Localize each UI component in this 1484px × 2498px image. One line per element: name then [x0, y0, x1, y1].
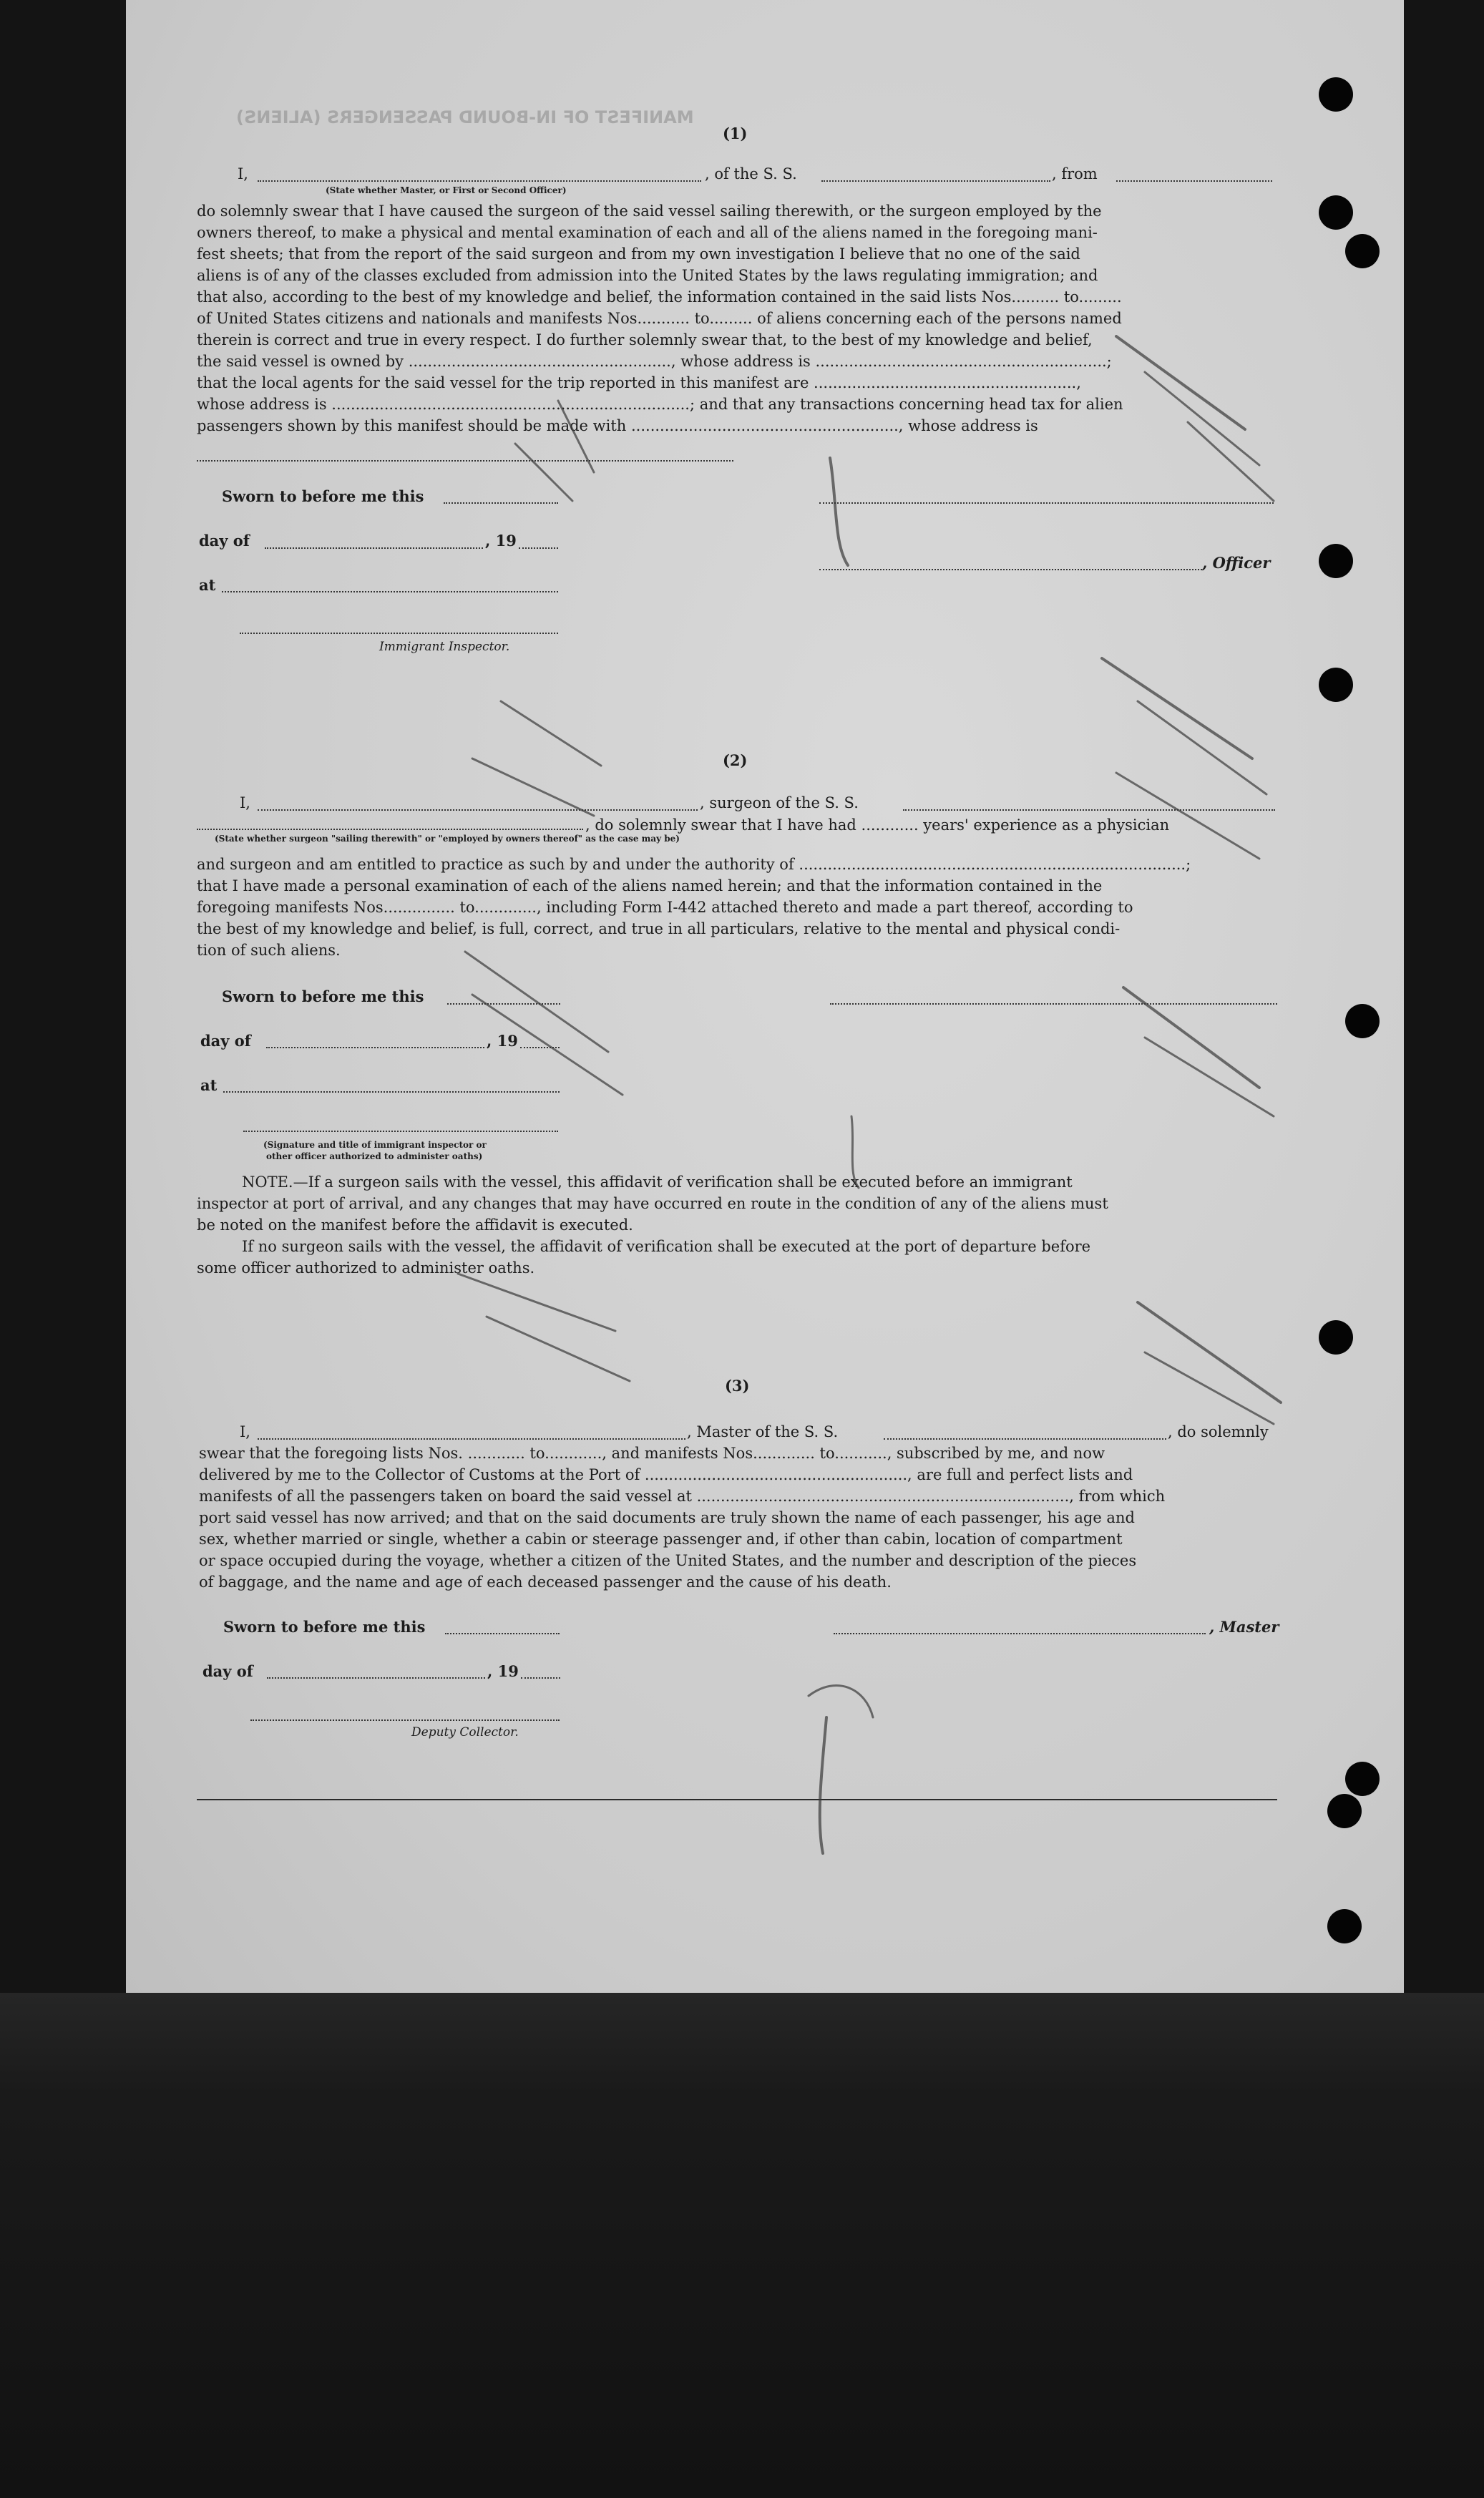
s3-sworn-label: Sworn to before me this: [223, 1618, 426, 1636]
s1-at-label: at: [199, 576, 216, 594]
s2-note-line: If no surgeon sails with the vessel, the affidavit of verification shall be executed at the port of departure before: [242, 1238, 1091, 1255]
s3-master-of-label: , Master of the S. S.: [687, 1423, 839, 1440]
s3-deputy-label: Deputy Collector.: [411, 1725, 519, 1740]
s3-para-line: port said vessel has now arrived; and that on the said documents are truly shown the name of each passenger, his age and: [199, 1509, 1135, 1526]
s1-para-line: the said vessel is owned by ......................................................., whose address is .............................................................;: [197, 353, 1112, 370]
s1-year-label: , 19: [485, 532, 517, 550]
s2-para-line: tion of such aliens.: [197, 942, 341, 959]
s1-sworn-label: Sworn to before me this: [222, 487, 424, 505]
s1-para-line: whose address is ...........................................................................; and that any transactions concerning head tax for alien: [197, 396, 1123, 413]
s3-para-line: swear that the foregoing lists Nos. ............ to............, and manifests Nos............. to..........., subscribed by me, and now: [199, 1445, 1105, 1462]
s1-i-label: I,: [238, 165, 248, 182]
s1-para-line: passengers shown by this manifest should be made with ........................................................, whose address is: [197, 417, 1038, 434]
s2-at-label: at: [200, 1076, 218, 1094]
s3-para-line: of baggage, and the name and age of each deceased passenger and the cause of his death.: [199, 1574, 892, 1591]
s2-para-line: foregoing manifests Nos............... to............., including Form I-442 attached thereto and made a part thereof, according to: [197, 899, 1133, 916]
s1-para-line: that also, according to the best of my knowledge and belief, the information contained in the said lists Nos.......... to.........: [197, 288, 1122, 306]
s3-do-solemnly-label: , do solemnly: [1168, 1423, 1269, 1440]
s2-line2: , do solemnly swear that I have had ............ years' experience as a physician: [585, 816, 1170, 834]
s3-para-line: sex, whether married or single, whether a cabin or steerage passenger and, if other than cabin, location of compartment: [199, 1531, 1123, 1548]
s1-para-line: fest sheets; that from the report of the said surgeon and from my own investigation I believe that no one of the said: [197, 245, 1080, 263]
s1-day-label: day of: [199, 532, 250, 550]
s1-from-label: , from: [1052, 165, 1098, 182]
s2-note-line: inspector at port of arrival, and any changes that may have occurred en route in the condition of any of the aliens must: [197, 1195, 1108, 1212]
s2-i-label: I,: [240, 794, 250, 811]
s1-inspector-label: Immigrant Inspector.: [379, 640, 510, 654]
bleed-through-header: MANIFEST OF IN-BOUND PASSENGERS (ALIENS): [236, 107, 694, 127]
s2-day-label: day of: [200, 1032, 251, 1050]
s2-surgeon-of-label: , surgeon of the S. S.: [700, 794, 859, 811]
s1-officer-label: , Officer: [1202, 554, 1271, 572]
s1-of-ss-label: , of the S. S.: [705, 165, 797, 182]
s2-note-line: some officer authorized to administer oaths.: [197, 1259, 535, 1277]
s2-sig-note-1: (Signature and title of immigrant inspector or: [263, 1140, 487, 1150]
s3-i-label: I,: [240, 1423, 250, 1440]
s2-sworn-label: Sworn to before me this: [222, 987, 424, 1005]
s2-note-line: be noted on the manifest before the affidavit is executed.: [197, 1216, 633, 1234]
s2-year-label: , 19: [487, 1032, 518, 1050]
s3-year-label: , 19: [487, 1662, 519, 1680]
s3-day-label: day of: [202, 1662, 253, 1680]
s1-para-line: therein is correct and true in every respect. I do further solemnly swear that, to the best of my knowledge and belief,: [197, 331, 1093, 348]
s3-master-label: , Master: [1209, 1618, 1279, 1636]
s1-para-line: do solemnly swear that I have caused the surgeon of the said vessel sailing therewith, or the surgeon employed by the: [197, 203, 1102, 220]
s2-para-line: that I have made a personal examination of each of the aliens named herein; and that the information contained in the: [197, 877, 1103, 894]
s2-para-line: the best of my knowledge and belief, is full, correct, and true in all particulars, relative to the mental and physical condi-: [197, 920, 1121, 937]
s2-surgeon-note: (State whether surgeon "sailing therewith" or "employed by owners thereof" as the case may be): [215, 834, 680, 844]
s2-para-line: and surgeon and am entitled to practice as such by and under the authority of .................................................................................;: [197, 856, 1191, 873]
s3-para-line: manifests of all the passengers taken on board the said vessel at .............................................................................., from which: [199, 1488, 1166, 1505]
section-2-heading: (2): [723, 751, 748, 769]
section-1-heading: (1): [723, 125, 748, 142]
s1-para-line: that the local agents for the said vessel for the trip reported in this manifest are .......................................................,: [197, 374, 1081, 391]
s1-para-line: aliens is of any of the classes excluded from admission into the United States by the laws regulating immigration; and: [197, 267, 1098, 284]
s1-para-line: owners thereof, to make a physical and mental examination of each and all of the aliens named in the foregoing mani-: [197, 224, 1098, 241]
s1-master-note: (State whether Master, or First or Second Officer): [326, 185, 567, 195]
section-3-heading: (3): [725, 1377, 750, 1395]
s3-para-line: or space occupied during the voyage, whether a citizen of the United States, and the number and description of the pieces: [199, 1552, 1137, 1569]
s2-sig-note-2: other officer authorized to administer oaths): [266, 1151, 483, 1161]
s3-para-line: delivered by me to the Collector of Customs at the Port of ......................................................., are full and perfect lists and: [199, 1466, 1133, 1483]
s2-note-line: NOTE.—If a surgeon sails with the vessel, this affidavit of verification shall be executed before an immigrant: [242, 1174, 1073, 1191]
s1-para-line: of United States citizens and nationals and manifests Nos........... to......... of aliens concerning each of the persons named: [197, 310, 1122, 327]
